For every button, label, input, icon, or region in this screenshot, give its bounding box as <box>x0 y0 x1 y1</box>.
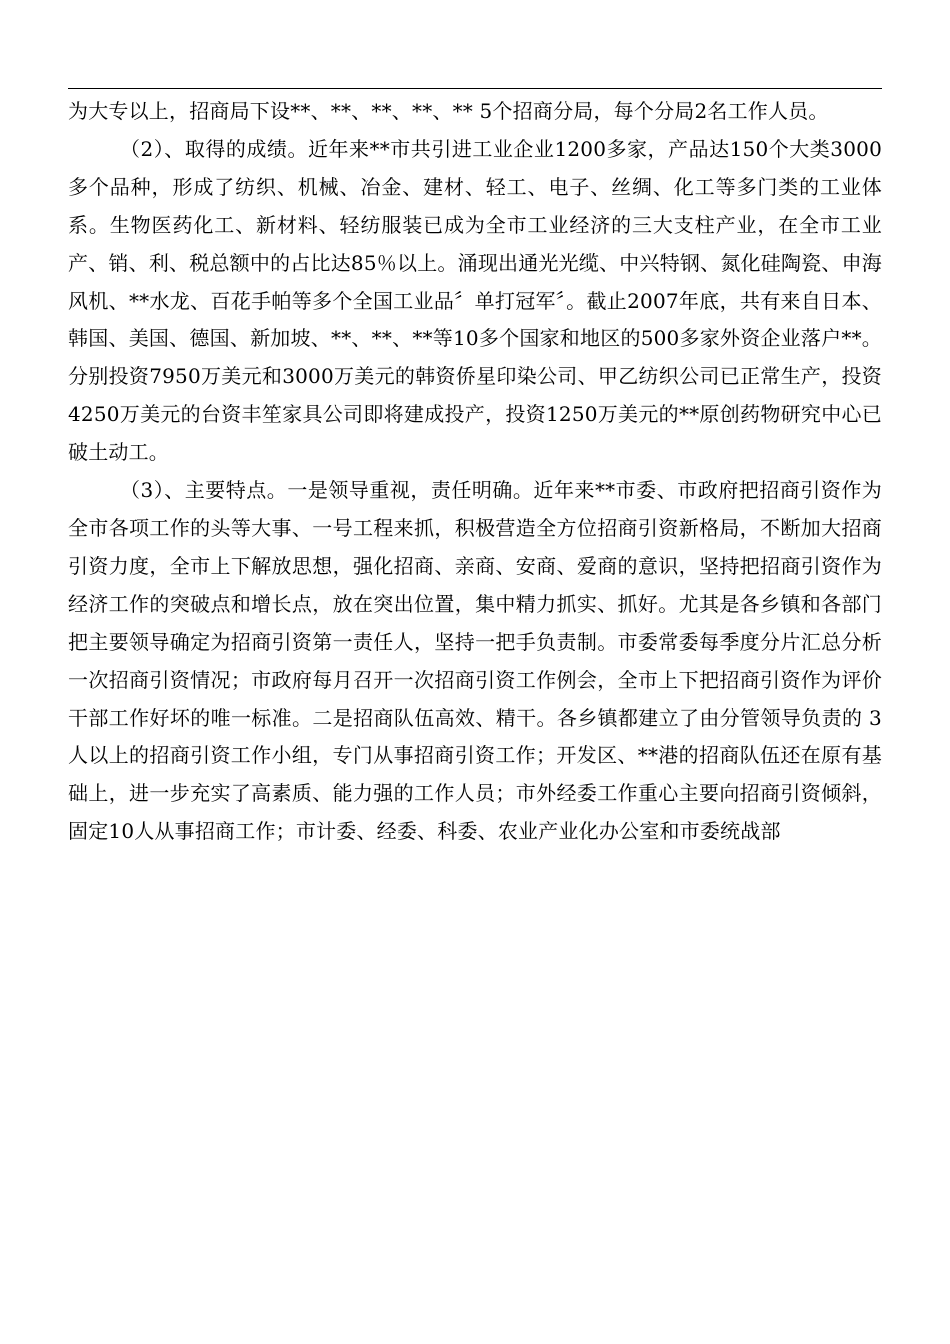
header-rule <box>68 88 882 89</box>
paragraph-continuation: 为大专以上，招商局下设**、**、**、**、** 5个招商分局，每个分局2名工作人员。 <box>68 99 829 123</box>
document-body <box>68 93 882 851</box>
paragraph-features: （3）、主要特点。一是领导重视，责任明确。近年来**市委、市政府把招商引资作为全市各项工作的头等大事、一号工程来抓，积极营造全方位招商引资新格局，不断加大招商引资力度，全市上下解放思想，强化招商、亲商、安商、爱商的意识，坚持把招商引资作为经济工作的突破点和增长点，放在突出位置，集中精力抓实、抓好。尤其是各乡镇和各部门把主要领导确定为招商引资第一责任人，坚持一把手负责制。市委常委每季度分片汇总分析一次招商引资情况；市政府每月召开一次招商引资工作例会，全市上下把招商引资作为评价干部工作好坏的唯一标准。二是招商队伍高效、精干。各乡镇都建立了由分管领导负责的 3人以上的招商引资工作小组，专门从事招商引资工作；开发区、**港的招商队伍还在原有基础上，进一步充实了高素质、能力强的工作人员；市外经委工作重心主要向招商引资倾斜，固定10人从事招商工作；市计委、经委、科委、农业产业化办公室和市委统战部 <box>68 478 882 844</box>
paragraph-achievements: （2）、取得的成绩。近年来**市共引进工业企业1200多家，产品达150个大类3000多个品种，形成了纺织、机械、冶金、建材、轻工、电子、丝绸、化工等多门类的工业体系。生物医药化工、新材料、轻纺服装已成为全市工业经济的三大支柱产业，在全市工业产、销、利、税总额中的占比达85％以上。涌现出通光光缆、中兴特钢、氮化硅陶瓷、申海风机、**水龙、百花手帕等多个全国工业品〞单打冠军〞。截止2007年底，共有来自日本、韩国、美国、德国、新加坡、**、**、**等10多个国家和地区的500多家外资企业落户**。分别投资7950万美元和3000万美元的韩资侨星印染公司、甲乙纺织公司已正常生产，投资4250万美元的台资丰笙家具公司即将建成投产，投资1250万美元的**原创药物研究中心已破土动工。 <box>68 136 882 465</box>
